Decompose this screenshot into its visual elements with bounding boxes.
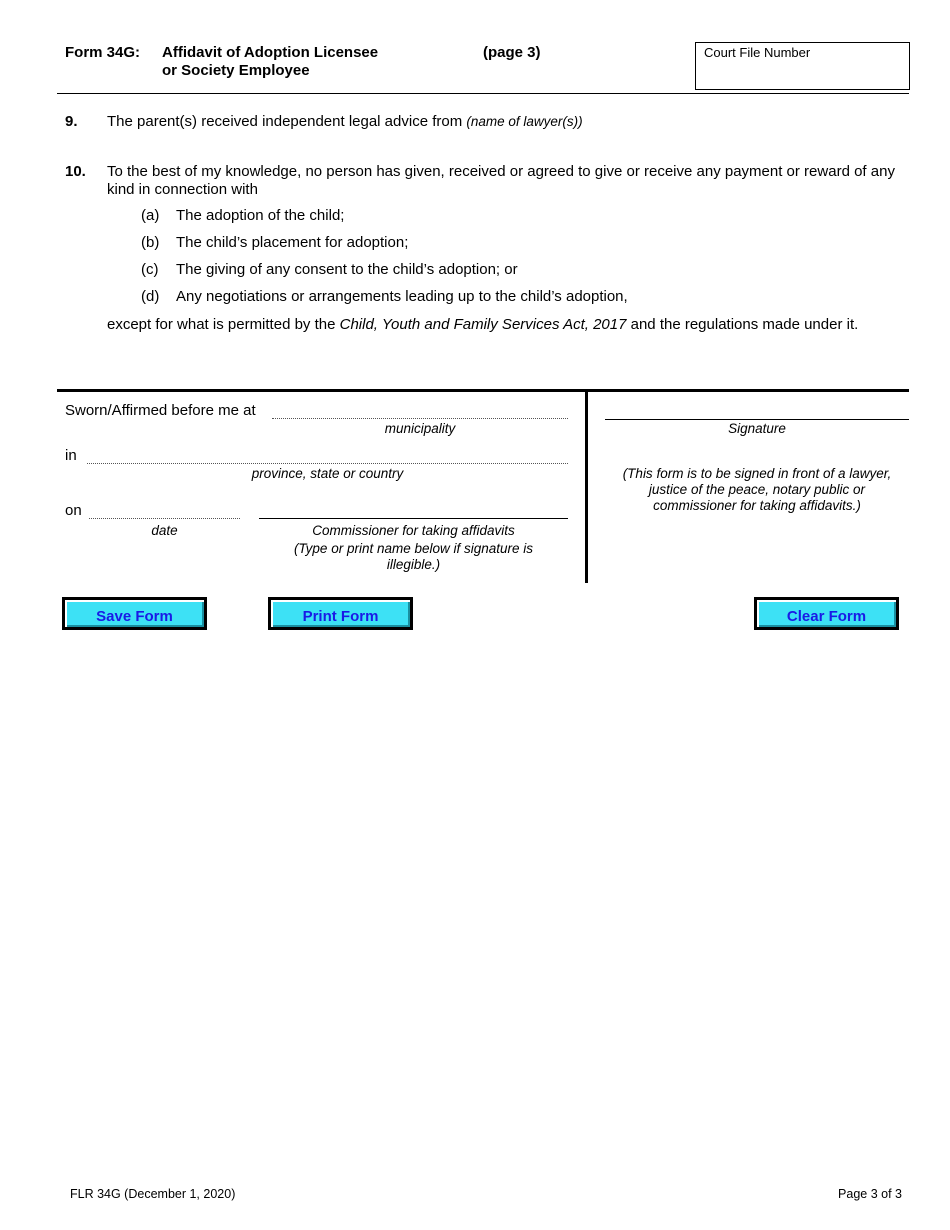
- jurat-vertical-rule: [585, 389, 588, 583]
- jurat-top-rule: [57, 389, 909, 392]
- signature-line[interactable]: [605, 419, 909, 420]
- except-act: Child, Youth and Family Services Act, 2017: [339, 316, 627, 333]
- date-field[interactable]: [89, 518, 240, 519]
- date-hint: date: [151, 523, 178, 538]
- print-form-button[interactable]: Print Form: [268, 597, 413, 630]
- form-number: Form 34G:: [65, 44, 141, 61]
- municipality-field[interactable]: [272, 418, 568, 419]
- para10-text: To the best of my knowledge, no person has given, received or agreed to give or receive any payment or reward of any kind in connection with: [107, 163, 895, 198]
- para10-item-b-text: The child’s placement for adoption;: [176, 234, 409, 251]
- on-label: on: [65, 502, 82, 519]
- header-divider: [57, 93, 909, 94]
- para9-number: 9.: [65, 113, 78, 130]
- commissioner-signature-line[interactable]: [259, 518, 568, 519]
- page-label: (page 3): [483, 44, 541, 61]
- form-title-line2: or Society Employee: [162, 62, 310, 79]
- signature-note: (This form is to be signed in front of a lawyer, justice of the peace, notary public or commissioner for taking affidavits.): [622, 466, 892, 513]
- court-file-number-box[interactable]: [695, 42, 910, 90]
- province-field[interactable]: [87, 463, 568, 464]
- form-title-line1: Affidavit of Adoption Licensee: [162, 44, 379, 61]
- para10-item-c-label: (c): [141, 261, 159, 278]
- except-pre: except for what is permitted by the: [107, 316, 336, 333]
- para10-number: 10.: [65, 163, 86, 180]
- save-form-button[interactable]: Save Form: [62, 597, 207, 630]
- footer-page-number: Page 3 of 3: [838, 1187, 902, 1201]
- municipality-hint: municipality: [384, 421, 456, 436]
- footer-form-id: FLR 34G (December 1, 2020): [70, 1187, 236, 1201]
- province-hint: province, state or country: [251, 466, 404, 481]
- court-file-number-label: Court File Number: [704, 45, 811, 60]
- sworn-label: Sworn/Affirmed before me at: [65, 402, 256, 419]
- para10-item-d-text: Any negotiations or arrangements leading up to the child’s adoption,: [176, 288, 628, 305]
- para10-item-b-label: (b): [141, 234, 160, 251]
- para9-statement: The parent(s) received independent legal advice from: [107, 113, 463, 130]
- in-label: in: [65, 447, 77, 464]
- signature-label: Signature: [728, 421, 786, 436]
- para10-item-a-text: The adoption of the child;: [176, 207, 345, 224]
- para10-exception: [107, 316, 858, 334]
- commissioner-note: (Type or print name below if signature is illegible.): [293, 541, 534, 572]
- para10-item-d-label: (d): [141, 288, 160, 305]
- para9-hint: (name of lawyer(s)): [466, 114, 583, 129]
- commissioner-label: Commissioner for taking affidavits: [312, 523, 515, 538]
- para10-item-c-text: The giving of any consent to the child’s adoption; or: [176, 261, 518, 278]
- except-post: and the regulations made under it.: [630, 316, 859, 333]
- para9-text: [107, 113, 583, 131]
- clear-form-button[interactable]: Clear Form: [754, 597, 899, 630]
- para10-item-a-label: (a): [141, 207, 160, 224]
